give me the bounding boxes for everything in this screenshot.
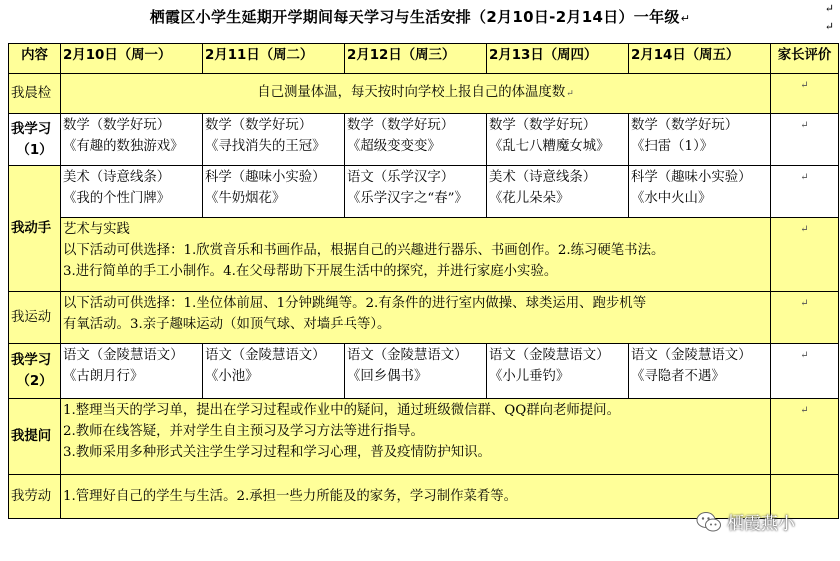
header-day-2: 2月11日（周二） xyxy=(203,44,345,74)
arts-practice-text: 艺术与实践 以下活动可供选择：1.欣赏音乐和书画作品，根据自己的兴趣进行器乐、书画创作。2.练习硬笔书法。 3.进行简单的手工小制作。4.在父母帮助下开展生活中的探究，并进行家庭小实验。 xyxy=(61,218,771,292)
row-arts-practice xyxy=(9,218,839,292)
header-day-3: 2月12日（周三） xyxy=(345,44,487,74)
study-2-day-5: 语文（金陵慧语文） 《寻隐者不遇》 xyxy=(629,344,771,399)
label-morning-check: 我晨检 xyxy=(9,74,61,114)
header-day-5: 2月14日（周五） xyxy=(629,44,771,74)
study-2-day-2: 语文（金陵慧语文） 《小池》 xyxy=(203,344,345,399)
study-2-day-4: 语文（金陵慧语文） 《小儿垂钓》 xyxy=(487,344,629,399)
parent-eval-cell[interactable]: ↵ xyxy=(771,166,839,218)
header-day-1: 2月10日（周一） xyxy=(61,44,203,74)
exercise-text: 以下活动可供选择：1.坐位体前屈、1分钟跳绳等。2.有条件的进行室内做操、球类运用、跑步机等 有氧活动。3.亲子趣味运动（如顶气球、对墙乒乓等）。 xyxy=(61,292,771,344)
row-hands-on xyxy=(9,166,839,218)
header-parent-eval: 家长评价 xyxy=(771,44,839,74)
parent-eval-cell[interactable]: ↵ xyxy=(771,114,839,166)
parent-eval-cell[interactable]: ↵ xyxy=(771,292,839,344)
watermark xyxy=(696,509,795,534)
hands-on-day-2: 科学（趣味小实验） 《牛奶烟花》 xyxy=(203,166,345,218)
label-labor: 我劳动 xyxy=(9,475,61,519)
hands-on-day-4: 美术（诗意线条） 《花儿朵朵》 xyxy=(487,166,629,218)
hands-on-day-1: 美术（诗意线条） 《我的个性门牌》 xyxy=(61,166,203,218)
row-study-2 xyxy=(9,344,839,399)
paragraph-mark: ↵ xyxy=(680,12,691,25)
corner-mark: ↵ xyxy=(824,20,834,33)
header-day-4: 2月13日（周四） xyxy=(487,44,629,74)
page-title: 栖霞区小学生延期开学期间每天学习与生活安排（2月10日-2月14日）一年级↵ xyxy=(149,8,691,26)
parent-eval-cell[interactable]: ↵ xyxy=(771,218,839,292)
label-hands-on: 我动手 xyxy=(9,166,61,292)
label-study-2: 我学习 （2） xyxy=(9,344,61,399)
row-study-1 xyxy=(9,114,839,166)
questions-text: 1.整理当天的学习单，提出在学习过程或作业中的疑问，通过班级微信群、QQ群向老师提问。 2.教师在线答疑，并对学生自主预习及学习方法等进行指导。 3.教师采用多种形式关注学生学习过程和学习心理，普及疫情防护知识。 xyxy=(61,399,771,475)
study-1-day-5: 数学（数学好玩） 《扫雷（1）》 xyxy=(629,114,771,166)
label-questions: 我提问 xyxy=(9,399,61,475)
row-morning-check xyxy=(9,74,839,114)
label-exercise: 我运动 xyxy=(9,292,61,344)
parent-eval-cell[interactable]: ↵ xyxy=(771,399,839,475)
study-1-day-4: 数学（数学好玩） 《乱七八糟魔女城》 xyxy=(487,114,629,166)
parent-eval-cell[interactable]: ↵ xyxy=(771,74,839,114)
schedule-table xyxy=(8,43,839,519)
hands-on-day-5: 科学（趣味小实验） 《水中火山》 xyxy=(629,166,771,218)
study-1-day-3: 数学（数学好玩） 《超级变变变》 xyxy=(345,114,487,166)
header-row xyxy=(9,44,839,74)
row-questions xyxy=(9,399,839,475)
header-content: 内容 xyxy=(9,44,61,74)
study-1-day-2: 数学（数学好玩） 《寻找消失的王冠》 xyxy=(203,114,345,166)
corner-mark: ↵ xyxy=(824,2,834,15)
watermark-text: 栖霞燕小 xyxy=(727,514,795,534)
parent-eval-cell[interactable]: ↵ xyxy=(771,344,839,399)
label-study-1: 我学习 （1） xyxy=(9,114,61,166)
hands-on-day-3: 语文（乐学汉字） 《乐学汉字之“春”》 xyxy=(345,166,487,218)
study-2-day-3: 语文（金陵慧语文） 《回乡偶书》 xyxy=(345,344,487,399)
labor-text: 1.管理好自己的学生与生活。2.承担一些力所能及的家务，学习制作菜肴等。 xyxy=(61,475,771,519)
morning-check-text: 自己测量体温，每天按时向学校上报自己的体温度数↵ xyxy=(61,74,771,114)
row-exercise xyxy=(9,292,839,344)
study-1-day-1: 数学（数学好玩） 《有趣的数独游戏》 xyxy=(61,114,203,166)
wechat-icon xyxy=(696,510,722,534)
study-2-day-1: 语文（金陵慧语文） 《古朗月行》 xyxy=(61,344,203,399)
